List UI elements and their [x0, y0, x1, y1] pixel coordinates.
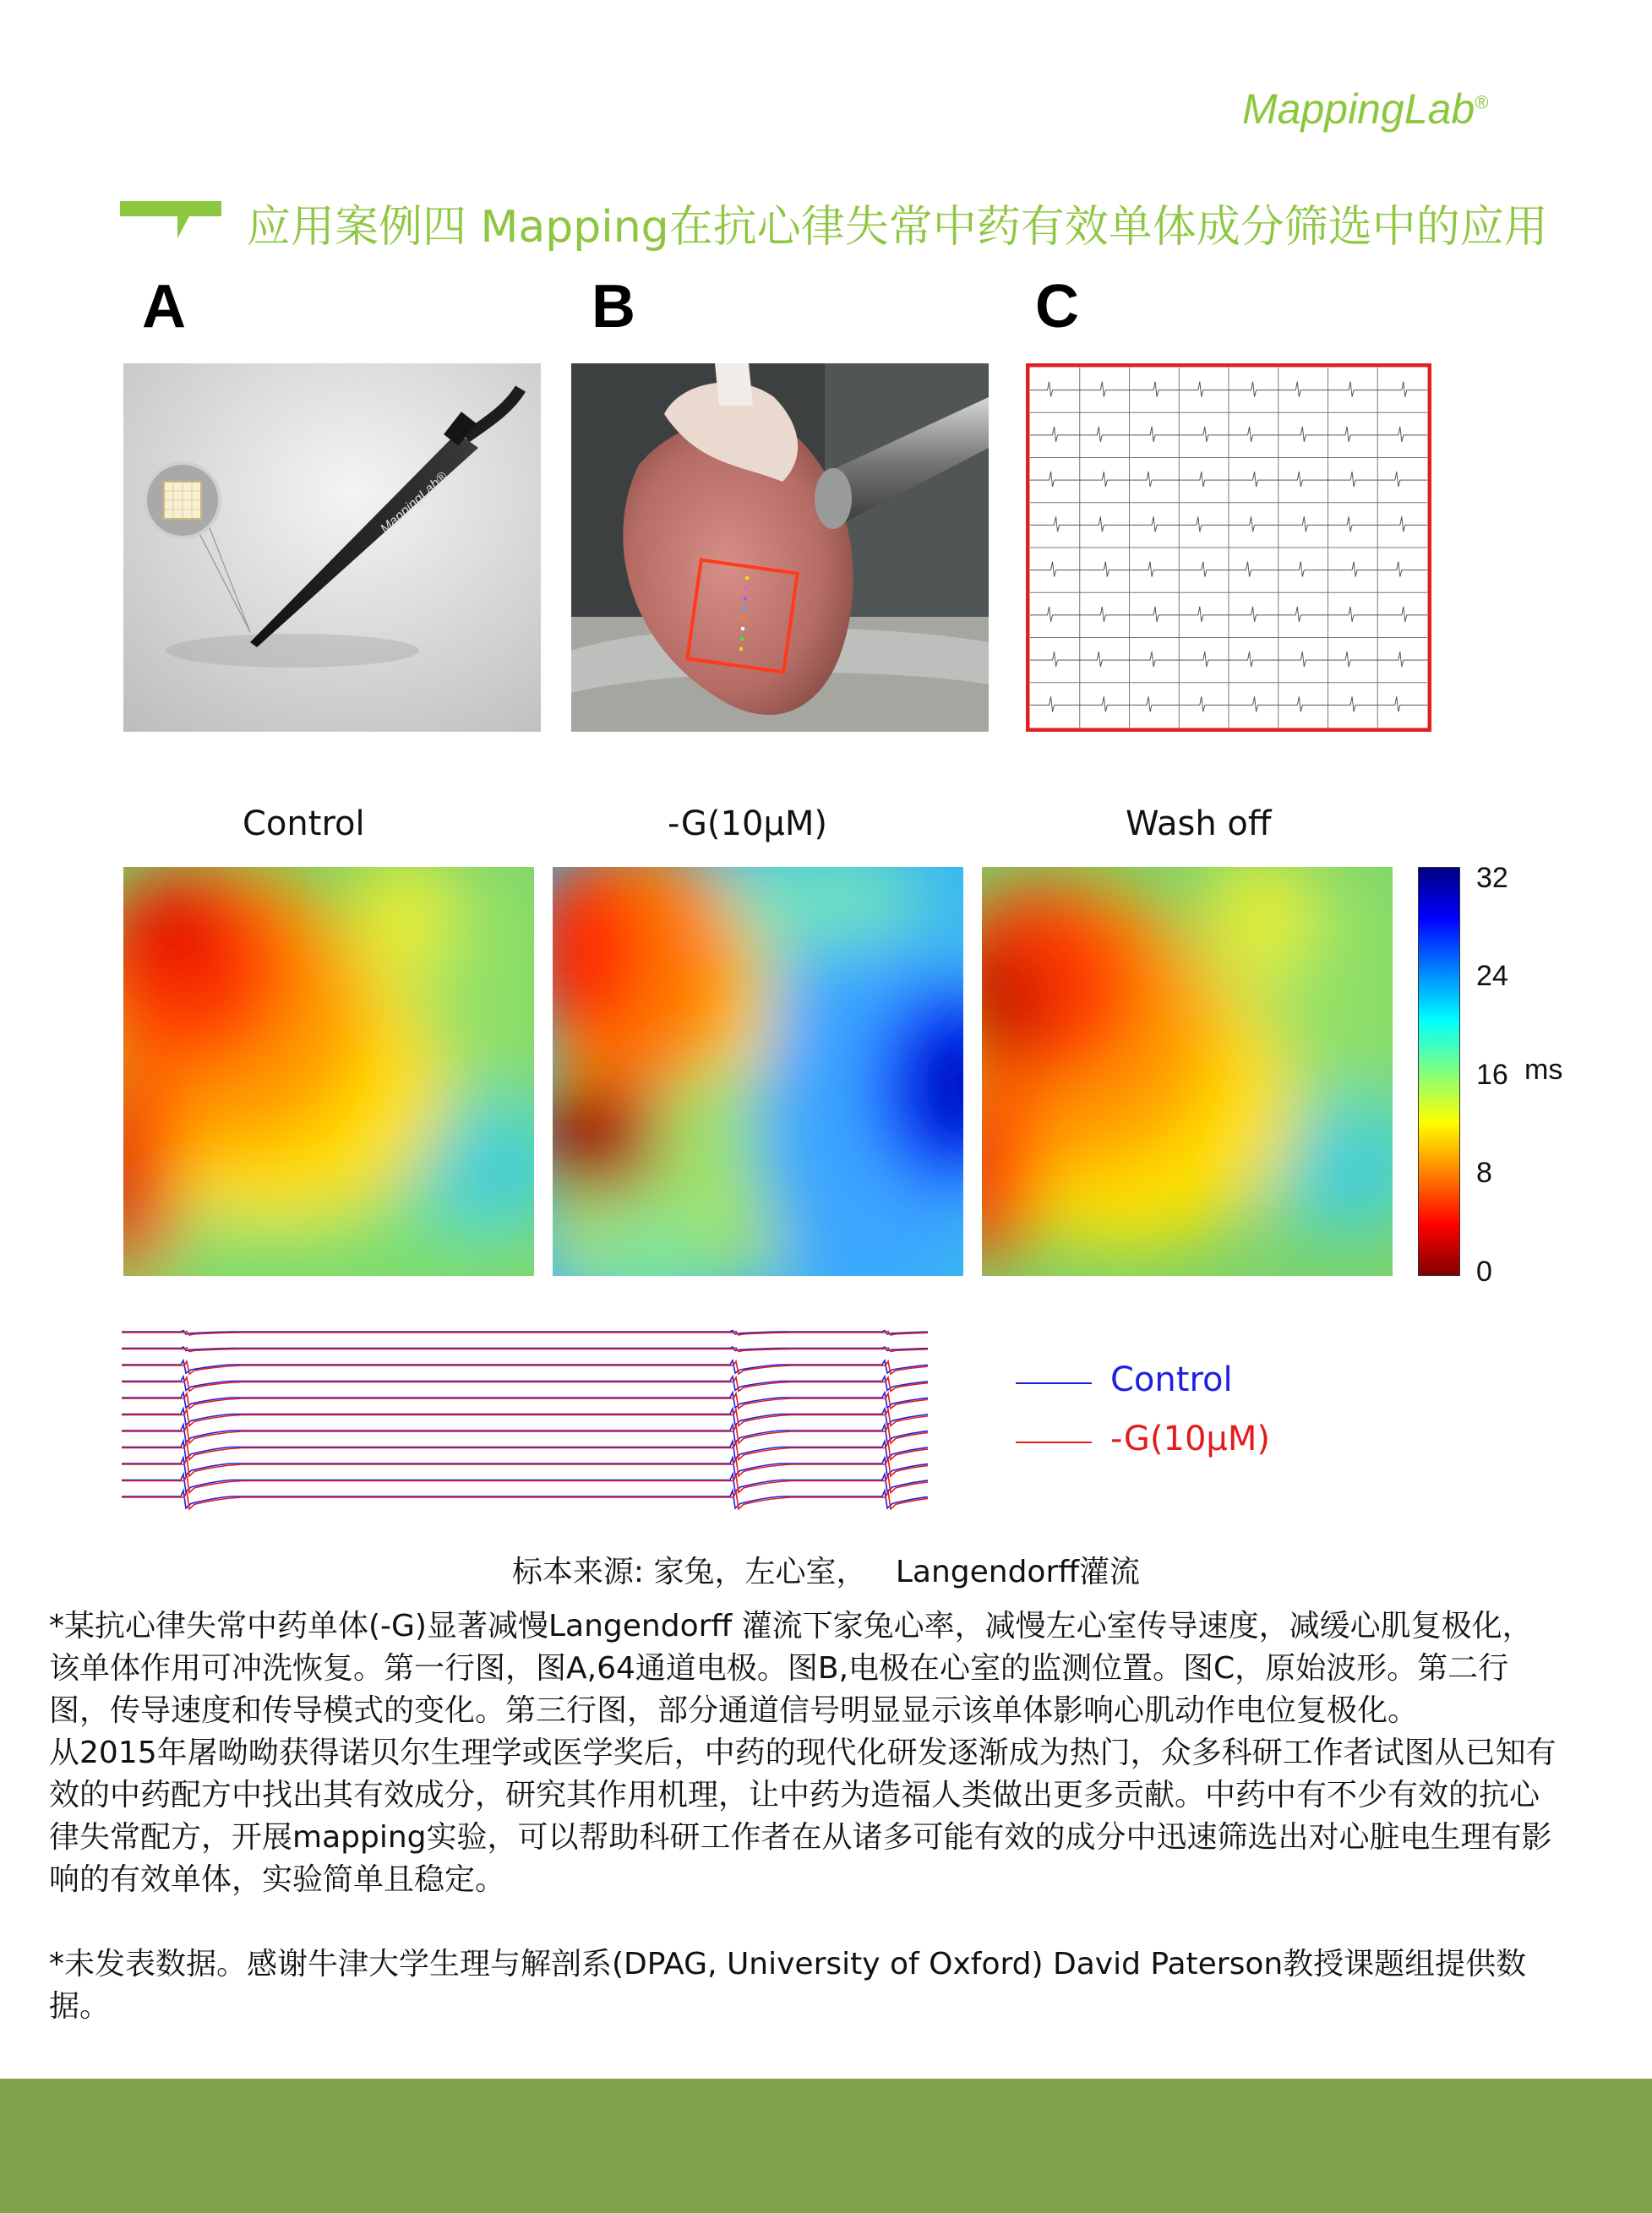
heart-photo: [571, 363, 989, 732]
panel-letter-c: C: [1035, 273, 1079, 341]
legend-line-control: [1016, 1379, 1092, 1387]
action-potential-traces: [122, 1325, 928, 1518]
paragraph: 从2015年屠呦呦获得诺贝尔生理学或医学奖后，中药的现代化研发逐渐成为热门，众多科研工作者试图从已知有效的中药配方中找出其有效成分，研究其作用机理，让中药为造福人类做出更多贡献。中药中有不少有效的抗心律失常配方，开展mapping实验，可以帮助科研工作者在从诸多可能有效的成分中迅速筛选出对心脏电生理有影响的有效单体，实验简单且稳定。: [49, 1736, 1557, 1897]
map-label-drug: -G(10μM): [668, 804, 827, 843]
panel-letter-a: A: [142, 273, 186, 341]
svg-text:MappingLab®: MappingLab®: [378, 469, 450, 537]
paragraph-spacer: [49, 1901, 1562, 1943]
raw-waveform-grid: [1026, 363, 1431, 732]
activation-map-drug: [553, 867, 963, 1276]
colorbar-tick: 16: [1476, 1059, 1508, 1091]
activation-map-control: [123, 867, 534, 1276]
colorbar-tick: 0: [1476, 1256, 1492, 1288]
body-text: [49, 1605, 1562, 2028]
colorbar-unit: ms: [1524, 1054, 1563, 1086]
map-label-washoff: Wash off: [1126, 804, 1272, 843]
paragraph: *未发表数据。感谢牛津大学生理与解剖系(DPAG, University of Oxford) David Paterson教授课题组提供数据。: [49, 1947, 1527, 2024]
legend-label-drug: -G(10μM): [1110, 1420, 1270, 1458]
colorbar-tick: 8: [1476, 1157, 1492, 1189]
panel-letter-b: B: [592, 273, 635, 341]
page-title: 应用案例四 Mapping在抗心律失常中药有效单体成分筛选中的应用: [247, 202, 1548, 253]
legend-line-drug: [1016, 1438, 1092, 1447]
brand-logo: MappingLab®: [1242, 85, 1489, 133]
title-marker-icon: [120, 201, 221, 243]
colorbar-tick: 32: [1476, 862, 1508, 894]
map-label-control: Control: [243, 804, 365, 843]
specimen-source: 标本来源: 家兔，左心室， Langendorff灌流: [511, 1555, 1141, 1589]
paragraph: *某抗心律失常中药单体(-G)显著减慢Langendorff 灌流下家兔心率，减慢左心室传导速度，减缓心肌复极化，该单体作用可冲洗恢复。第一行图，图A,64通道电极。图B,电极在心室的监测位置。图C，原始波形。第二行图，传导速度和传导模式的变化。第三行图，部分通道信号明显显示该单体影响心肌动作电位复极化。: [49, 1609, 1533, 1728]
legend-label-control: Control: [1110, 1360, 1233, 1399]
electrode-photo: [123, 363, 541, 732]
colorbar-tick: 24: [1476, 960, 1508, 992]
colorbar: [1418, 867, 1460, 1276]
footer-bar: [0, 2079, 1652, 2213]
activation-map-washoff: [982, 867, 1393, 1276]
